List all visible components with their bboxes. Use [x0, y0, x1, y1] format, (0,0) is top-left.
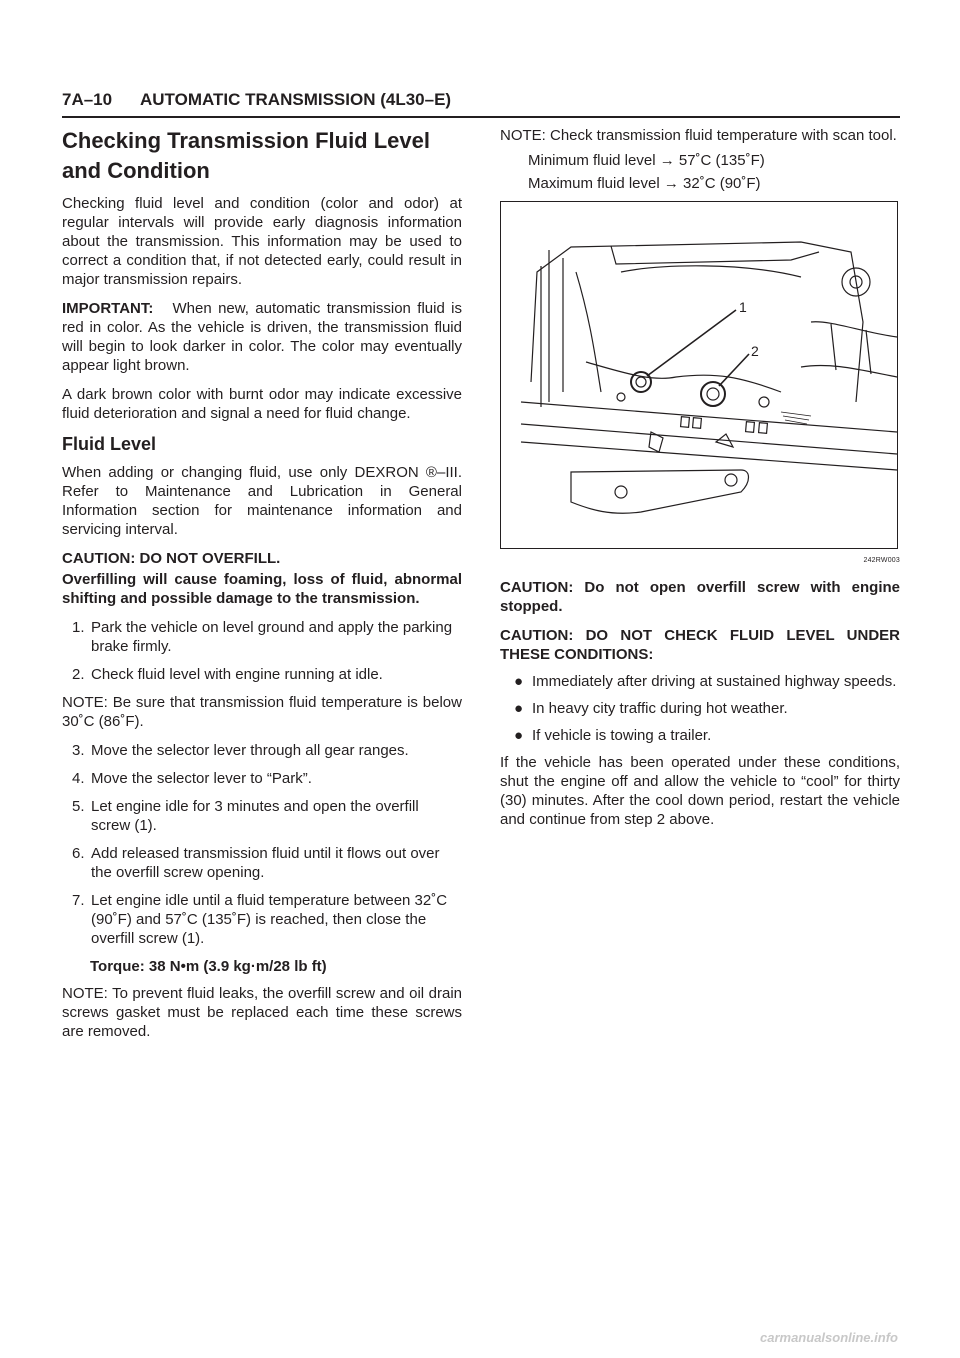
- step-item: 7. Let engine idle until a fluid temperature between 32˚C (90˚F) and 57˚C (135˚F) is reached, then close the overfill screw (1).: [72, 892, 448, 947]
- left-column: [62, 126, 462, 1051]
- page-number: 7A–10: [62, 90, 113, 109]
- max-fluid-level: Maximum fluid level → 32˚C (90˚F): [528, 175, 761, 192]
- figure-label-2: 2: [751, 343, 759, 359]
- transmission-illustration: [501, 202, 897, 548]
- fluid-level-heading: Fluid Level: [62, 434, 157, 454]
- dark-brown-paragraph: A dark brown color with burnt odor may indicate excessive fluid deterioration and signal a need for fluid change.: [62, 386, 462, 422]
- note-gasket: NOTE: To prevent fluid leaks, the overfill screw and oil drain screws gasket must be replaced each time these screws are removed.: [62, 985, 462, 1040]
- bullet-icon: ●: [514, 673, 524, 690]
- note-temperature: NOTE: Be sure that transmission fluid temperature is below 30˚C (86˚F).: [62, 694, 462, 730]
- step-item: 5. Let engine idle for 3 minutes and open the overfill screw (1).: [72, 798, 419, 834]
- note-scan-tool: NOTE: Check transmission fluid temperature with scan tool.: [500, 127, 897, 144]
- bullet-icon: ●: [514, 700, 524, 717]
- caution-overfill-screw: CAUTION: Do not open overfill screw with engine stopped.: [500, 579, 900, 615]
- section-title: AUTOMATIC TRANSMISSION (4L30–E): [140, 90, 452, 109]
- caution-overfill: CAUTION: DO NOT OVERFILL.: [62, 550, 281, 567]
- transmission-figure: [500, 201, 898, 549]
- figure-label-1: 1: [739, 299, 747, 315]
- important-text: When new, automatic transmission fluid is red in color. As the vehicle is driven, the transmission fluid will begin to look darker in color. The color may eventually appear light brown.: [62, 300, 462, 374]
- page-header: [62, 90, 451, 110]
- torque-spec: Torque: 38 N•m (3.9 kg·m/28 lb ft): [90, 958, 327, 975]
- fluid-paragraph: When adding or changing fluid, use only DEXRON ®–III. Refer to Maintenance and Lubrication in General Information section for maintenance information and servicing interval.: [62, 464, 462, 538]
- page-heading: Checking Transmission Fluid Level and Condition: [62, 128, 430, 183]
- condition-item: ● Immediately after driving at sustained highway speeds.: [514, 673, 897, 690]
- caution-overfill-text: Overfilling will cause foaming, loss of fluid, abnormal shifting and possible damage to the transmission.: [62, 571, 462, 607]
- step-item: 3. Move the selector lever through all gear ranges.: [72, 742, 409, 759]
- watermark: carmanualsonline.info: [760, 1330, 898, 1345]
- step-item: 4. Move the selector lever to “Park”.: [72, 770, 312, 787]
- header-rule: [62, 116, 900, 118]
- caution-conditions: CAUTION: DO NOT CHECK FLUID LEVEL UNDER THESE CONDITIONS:: [500, 627, 900, 663]
- important-paragraph: [62, 299, 462, 375]
- right-column: [500, 126, 900, 839]
- intro-paragraph: Checking fluid level and condition (color and odor) at regular intervals will provide early diagnosis information about the transmission. This information may be used to correct a condition that, if not detected early, could result in major transmission repairs.: [62, 195, 462, 288]
- step-item: 1. Park the vehicle on level ground and apply the parking brake firmly.: [72, 619, 453, 655]
- condition-item: ● In heavy city traffic during hot weather.: [514, 700, 788, 717]
- step-item: 2. Check fluid level with engine running at idle.: [72, 666, 383, 683]
- min-fluid-level: Minimum fluid level → 57˚C (135˚F): [528, 152, 765, 169]
- closing-paragraph: If the vehicle has been operated under these conditions, shut the engine off and allow the vehicle to “cool” for thirty (30) minutes. After the cool down period, restart the vehicle and continue from step 2 above.: [500, 754, 900, 828]
- figure-caption: 242RW003: [863, 557, 900, 564]
- bullet-icon: ●: [514, 727, 524, 744]
- condition-item: ● If vehicle is towing a trailer.: [514, 727, 712, 744]
- step-item: 6. Add released transmission fluid until it flows out over the overfill screw opening.: [72, 845, 440, 881]
- important-label: IMPORTANT:: [62, 300, 154, 317]
